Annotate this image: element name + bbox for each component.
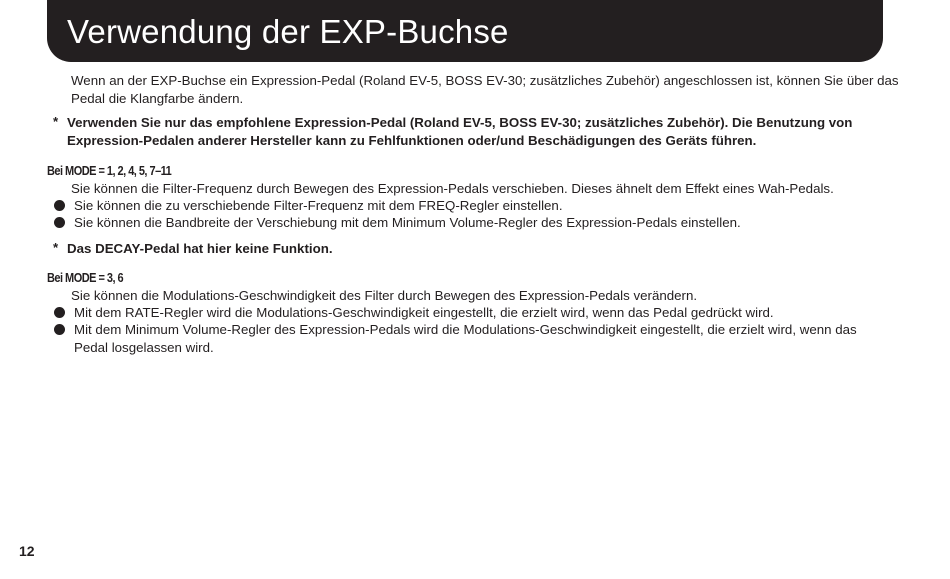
page-title: Verwendung der EXP-Buchse <box>67 13 509 50</box>
warning-asterisk: * <box>53 114 59 129</box>
section1-note: Das DECAY-Pedal hat hier keine Funktion. <box>67 241 333 256</box>
section2-text: Sie können die Modulations-Geschwindigkeit des Filter durch Bewegen des Expression-Pedals verändern. <box>71 288 698 303</box>
bullet-icon <box>54 324 65 335</box>
bullet-icon <box>54 217 65 228</box>
bullet-icon <box>54 200 65 211</box>
section1-bullet-2: Sie können die Bandbreite der Verschiebung mit dem Minimum Volume-Regler des Expression-Pedals einstellen. <box>74 215 741 230</box>
section1-bullet-1: Sie können die zu verschiebende Filter-Frequenz mit dem FREQ-Regler einstellen. <box>74 198 563 213</box>
intro-line-1: Wenn an der EXP-Buchse ein Expression-Pedal (Roland EV-5, BOSS EV-30; zusätzliches Zubehör) angeschlossen ist, können Sie über das <box>71 73 899 88</box>
section2-bullet-1: Mit dem RATE-Regler wird die Modulations-Geschwindigkeit eingestellt, die erzielt wird, wenn das Pedal gedrückt wird. <box>74 305 774 320</box>
section1-text: Sie können die Filter-Frequenz durch Bewegen des Expression-Pedals verschieben. Dieses ähnelt dem Effekt eines Wah-Pedals. <box>71 181 834 196</box>
bullet-icon <box>54 307 65 318</box>
note-asterisk: * <box>53 240 59 255</box>
page-header <box>47 0 883 62</box>
section2-heading: Bei MODE = 3, 6 <box>47 271 124 285</box>
section1-heading: Bei MODE = 1, 2, 4, 5, 7–11 <box>47 164 172 178</box>
section2-bullet-2-line-2: Pedal losgelassen wird. <box>74 340 214 355</box>
page-number: 12 <box>19 543 35 559</box>
warning-line-2: Expression-Pedalen anderer Hersteller kann zu Fehlfunktionen oder/und Beschädigungen des Geräts führen. <box>67 133 757 148</box>
section2-bullet-2-line-1: Mit dem Minimum Volume-Regler des Expression-Pedals wird die Modulations-Geschwindigkeit eingestellt, die erzielt wird, wenn das <box>74 322 857 337</box>
warning-line-1: Verwenden Sie nur das empfohlene Expression-Pedal (Roland EV-5, BOSS EV-30; zusätzliches Zubehör). Die Benutzung von <box>67 115 853 130</box>
intro-line-2: Pedal die Klangfarbe ändern. <box>71 91 244 106</box>
